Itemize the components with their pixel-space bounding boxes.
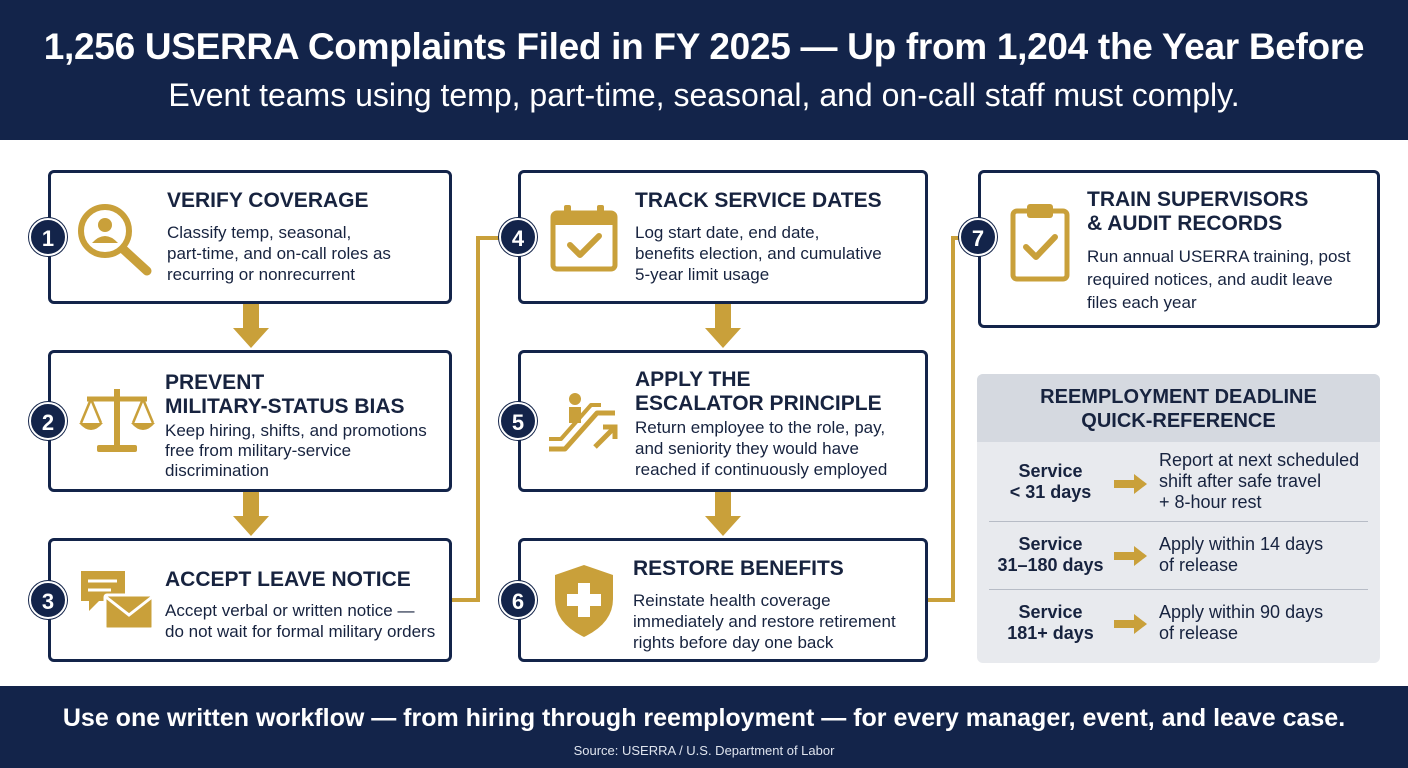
step-5-title-line: ESCALATOR PRINCIPLE <box>635 392 882 415</box>
service-label: Service <box>1018 461 1083 481</box>
step-card-escalator-principle <box>518 350 928 492</box>
shield-plus-icon <box>553 563 615 639</box>
deadline-row <box>977 600 1380 656</box>
step-card-prevent-bias <box>48 350 452 492</box>
deadline-rule-line: of release <box>1159 555 1239 575</box>
deadline-rule-line: Apply within 90 days <box>1159 602 1324 622</box>
row-divider <box>989 589 1368 590</box>
step-number-badge: 2 <box>29 402 67 440</box>
magnifier-person-icon <box>77 203 153 277</box>
step-number-badge: 1 <box>29 218 67 256</box>
arrow-right-icon <box>1114 546 1148 566</box>
quick-reference-title-line: QUICK-REFERENCE <box>1081 410 1276 432</box>
arrow-1-to-2 <box>231 304 271 350</box>
step-7-title-line: TRAIN SUPERVISORS <box>1087 188 1309 211</box>
step-6-title-line: RESTORE BENEFITS <box>633 557 844 580</box>
service-range: 181+ days <box>1007 623 1094 643</box>
step-1-title-line: VERIFY COVERAGE <box>167 189 369 212</box>
step-card-train-supervisors <box>978 170 1380 328</box>
step-2-body-line: free from military-service <box>165 441 352 460</box>
step-card-restore-benefits <box>518 538 928 662</box>
step-5-body-line: Return employee to the role, pay, <box>635 418 886 437</box>
step-card-track-service-dates <box>518 170 928 304</box>
step-4-title-line: TRACK SERVICE DATES <box>635 189 882 212</box>
step-2-body-line: Keep hiring, shifts, and promotions <box>165 421 427 440</box>
page-title: 1,256 USERRA Complaints Filed in FY 2025 — Up from 1,204 the Year Before <box>43 26 1365 67</box>
row-divider <box>989 521 1368 522</box>
step-2-title-line: MILITARY-STATUS BIAS <box>165 395 405 418</box>
deadline-rule-line: Apply within 14 days <box>1159 534 1324 554</box>
step-2-title-line: PREVENT <box>165 371 265 394</box>
step-number-badge: 7 <box>959 218 997 256</box>
clipboard-check-icon <box>1009 201 1071 283</box>
step-6-body-line: Reinstate health coverage <box>633 591 831 610</box>
arrow-4-to-5 <box>703 304 743 350</box>
step-1-body-line: recurring or nonrecurrent <box>167 265 356 284</box>
step-3-body-line: do not wait for formal military orders <box>165 622 436 641</box>
arrow-right-icon <box>1114 474 1148 494</box>
service-range: 31–180 days <box>997 555 1104 575</box>
step-6-body-line: rights before day one back <box>633 633 834 652</box>
step-7-body-line: Run annual USERRA training, post <box>1087 247 1351 266</box>
step-6-body-line: immediately and restore retirement <box>633 612 896 631</box>
step-4-body-line: benefits election, and cumulative <box>635 244 882 263</box>
deadline-row <box>977 450 1380 520</box>
step-1-body-line: part-time, and on-call roles as <box>167 244 391 263</box>
step-7-body-line: required notices, and audit leave <box>1087 270 1333 289</box>
step-number-badge: 5 <box>499 402 537 440</box>
quick-reference-header <box>977 374 1380 442</box>
step-5-title-line: APPLY THE <box>635 368 751 391</box>
service-label: Service <box>1018 534 1083 554</box>
step-5-body-line: reached if continuously employed <box>635 460 888 479</box>
quick-reference-title-line: REEMPLOYMENT DEADLINE <box>1040 386 1317 408</box>
step-number-badge: 6 <box>499 581 537 619</box>
speech-bubble-envelope-icon <box>79 569 155 633</box>
arrow-2-to-3 <box>231 492 271 538</box>
footer-message: Use one written workflow — from hiring through reemployment — for every manager, event, and leave case. <box>62 704 1346 732</box>
step-4-body-line: 5-year limit usage <box>635 265 770 284</box>
step-5-body-line: and seniority they would have <box>635 439 859 458</box>
step-3-body-line: Accept verbal or written notice — <box>165 601 415 620</box>
page-subtitle: Event teams using temp, part-time, seasonal, and on-call staff must comply. <box>168 77 1240 113</box>
footer-banner <box>0 686 1408 768</box>
service-range: < 31 days <box>1009 482 1092 502</box>
step-card-verify-coverage <box>48 170 452 304</box>
step-7-title-line: & AUDIT RECORDS <box>1087 212 1283 235</box>
header-banner <box>0 0 1408 140</box>
step-2-body-line: discrimination <box>165 461 269 480</box>
deadline-rule-line: Report at next scheduled <box>1159 450 1360 470</box>
deadline-rule-line: + 8-hour rest <box>1159 492 1262 512</box>
step-1-body-line: Classify temp, seasonal, <box>167 223 352 242</box>
arrow-5-to-6 <box>703 492 743 538</box>
escalator-icon <box>545 391 625 455</box>
step-number-badge: 4 <box>499 218 537 256</box>
step-7-body-line: files each year <box>1087 293 1197 312</box>
step-3-title-line: ACCEPT LEAVE NOTICE <box>165 568 411 591</box>
calendar-check-icon <box>549 203 619 273</box>
step-card-accept-leave-notice <box>48 538 452 662</box>
scales-icon <box>77 385 157 457</box>
step-4-body-line: Log start date, end date, <box>635 223 820 242</box>
service-label: Service <box>1018 602 1083 622</box>
reemployment-quick-reference <box>977 374 1380 663</box>
deadline-rule-line: of release <box>1159 623 1239 643</box>
step-number-badge: 3 <box>29 581 67 619</box>
deadline-rule-line: shift after safe travel <box>1159 471 1322 491</box>
deadline-row <box>977 532 1380 588</box>
source-note: Source: USERRA / U.S. Department of Labor <box>573 743 835 758</box>
arrow-right-icon <box>1114 614 1148 634</box>
